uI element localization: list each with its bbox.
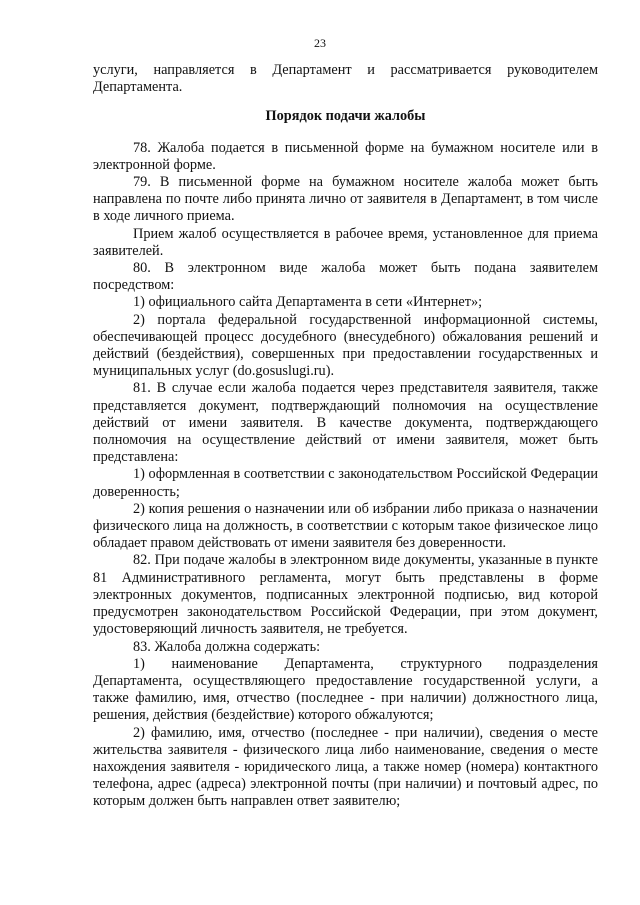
paragraph-reception-time: Прием жалоб осуществляется в рабочее время, установленное для приема заявителей. bbox=[93, 225, 598, 259]
paragraph-80-item-1: 1) официального сайта Департамента в сети «Интернет»; bbox=[133, 294, 483, 311]
paragraph-83-item-1: 1) наименование Департамента, структурного подразделения Департамента, осуществляющего предоставление государственной услуги, а также фамилию, имя, отчество (последнее - при наличии) должностного лица, решения, действия (бездействие) которого обжалуются; bbox=[93, 655, 598, 724]
paragraph-80-item-2: 2) портала федеральной государственной информационной системы, обеспечивающей процесс досудебного (внесудебного) обжалования решений и действий (бездействия), совершенных при предоставлении государственных и муниципальных услуг (do.gosuslugi.ru). bbox=[93, 311, 598, 380]
paragraph-83: 83. Жалоба должна содержать: bbox=[133, 638, 321, 655]
paragraph-78: 78. Жалоба подается в письменной форме на бумажном носителе или в электронной форме. bbox=[93, 139, 598, 173]
paragraph-81: 81. В случае если жалоба подается через представителя заявителя, также представляется документ, подтверждающий полномочия на осуществление действий от имени заявителя. В качестве документа, подтверждающего полномочия на осуществление действий от имени заявителя, может быть представлена: bbox=[93, 380, 598, 466]
page-number: 23 bbox=[314, 36, 326, 50]
paragraph-83-item-2: 2) фамилию, имя, отчество (последнее - при наличии), сведения о месте жительства заявителя - физического лица либо наименование, сведения о месте нахождения заявителя - юридического лица, а также номер (номера) контактного телефона, адрес (адреса) электронной почты (при наличии) и почтовый адрес, по которым должен быть направлен ответ заявителю; bbox=[93, 724, 598, 810]
paragraph-81-item-2: 2) копия решения о назначении или об избрании либо приказа о назначении физического лица на должность, в соответствии с которым такое физическое лицо обладает правом действовать от имени заявителя без доверенности. bbox=[93, 500, 598, 552]
paragraph-82: 82. При подаче жалобы в электронном виде документы, указанные в пункте 81 Административного регламента, могут быть представлены в форме электронных документов, подписанных электронной подписью, вид которой предусмотрен законодательством Российской Федерации, при этом документ, удостоверяющий личность заявителя, не требуется. bbox=[93, 552, 598, 638]
continuation-text: услуги, направляется в Департамент и рассматривается руководителем Департамента. bbox=[93, 62, 598, 96]
document-body bbox=[93, 62, 598, 811]
section-heading: Порядок подачи жалобы bbox=[265, 108, 426, 125]
paragraph-79: 79. В письменной форме на бумажном носителе жалоба может быть направлена по почте либо принята лично от заявителя в Департамент, в том числе в ходе личного приема. bbox=[93, 174, 598, 225]
paragraph-80: 80. В электронном виде жалоба может быть подана заявителем посредством: bbox=[93, 260, 598, 294]
paragraph-81-item-1: 1) оформленная в соответствии с законодательством Российской Федерации доверенность; bbox=[93, 466, 598, 500]
